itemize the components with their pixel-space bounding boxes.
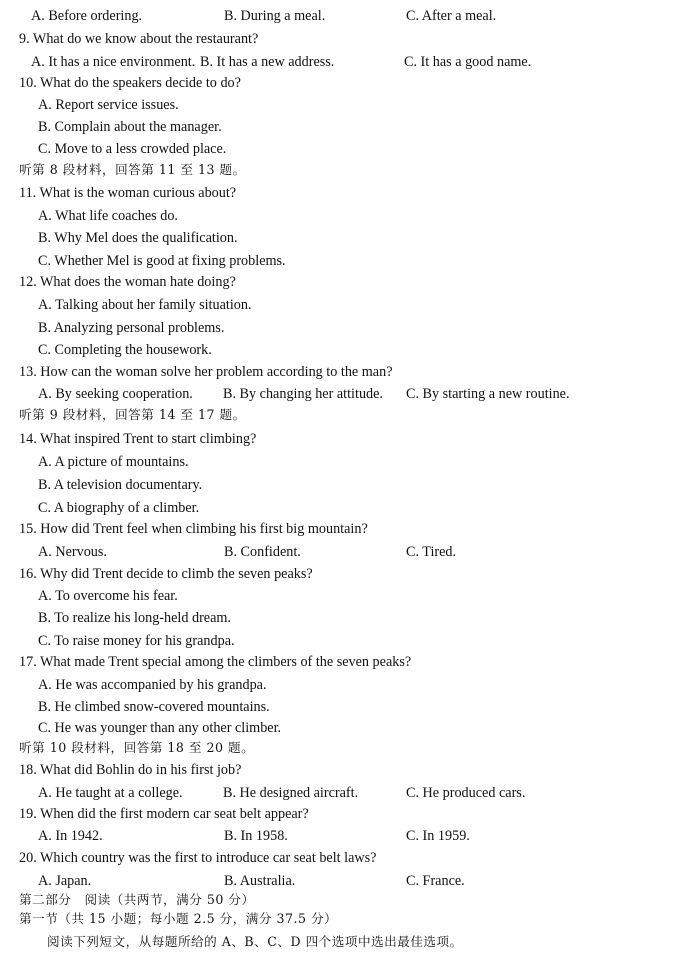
options-row [0, 783, 678, 803]
option-a: A. Japan. [38, 873, 92, 889]
option: B. Complain about the manager. [38, 119, 222, 135]
option-c: C. France. [406, 873, 465, 889]
option: A. What life coaches do. [38, 208, 178, 224]
section-instruction: 听第 10 段材料，回答第 18 至 20 题。 [19, 740, 255, 755]
question: 17. What made Trent special among the climbers of the seven peaks? [19, 654, 412, 670]
option-b: B. Confident. [224, 544, 301, 560]
option: A. He was accompanied by his grandpa. [38, 677, 267, 693]
option-c: C. In 1959. [406, 828, 470, 844]
question: 11. What is the woman curious about? [19, 185, 237, 201]
reading-instruction: 阅读下列短文，从每题所给的 A、B、C、D 四个选项中选出最佳选项。 [47, 934, 463, 949]
option-a: A. Nervous. [38, 544, 107, 560]
option-c: C. He produced cars. [406, 785, 526, 801]
section-instruction: 第一节（共 15 小题；每小题 2.5 分，满分 37.5 分） [19, 911, 338, 926]
option-b: B. He designed aircraft. [223, 785, 359, 801]
section-instruction: 第二部分 阅读（共两节，满分 50 分） [19, 892, 255, 907]
question: 9. What do we know about the restaurant? [19, 31, 259, 47]
option: C. To raise money for his grandpa. [38, 633, 235, 649]
section-instruction: 听第 8 段材料，回答第 11 至 13 题。 [19, 162, 246, 177]
option: A. Talking about her family situation. [38, 297, 252, 313]
option-a: A. Before ordering. [31, 8, 143, 24]
options-row [0, 871, 678, 891]
question: 10. What do the speakers decide to do? [19, 75, 241, 91]
option-b: B. It has a new address. [200, 54, 335, 70]
option-c: C. After a meal. [406, 8, 497, 24]
question: 13. How can the woman solve her problem according to the man? [19, 364, 393, 380]
option-a: A. In 1942. [38, 828, 103, 844]
option-c: C. It has a good name. [404, 54, 532, 70]
section-instruction: 听第 9 段材料，回答第 14 至 17 题。 [19, 407, 246, 422]
option-b: B. Australia. [224, 873, 296, 889]
option: C. Completing the housework. [38, 342, 212, 358]
option-b: B. By changing her attitude. [223, 386, 383, 402]
option-c: C. By starting a new routine. [406, 386, 570, 402]
question: 18. What did Bohlin do in his first job? [19, 762, 242, 778]
option: B. He climbed snow-covered mountains. [38, 699, 270, 715]
option-a: A. He taught at a college. [38, 785, 183, 801]
options-row [0, 542, 678, 562]
question: 14. What inspired Trent to start climbing? [19, 431, 257, 447]
option: C. A biography of a climber. [38, 500, 200, 516]
question: 19. When did the first modern car seat belt appear? [19, 806, 309, 822]
option: A. A picture of mountains. [38, 454, 189, 470]
option: B. A television documentary. [38, 477, 203, 493]
option-c: C. Tired. [406, 544, 457, 560]
options-row [0, 826, 678, 846]
question: 16. Why did Trent decide to climb the seven peaks? [19, 566, 313, 582]
options-row [0, 6, 678, 26]
question: 20. Which country was the first to introduce car seat belt laws? [19, 850, 377, 866]
options-row [0, 52, 678, 72]
option: B. Why Mel does the qualification. [38, 230, 238, 246]
question: 12. What does the woman hate doing? [19, 274, 236, 290]
option-b: B. During a meal. [224, 8, 326, 24]
options-row [0, 384, 678, 404]
option: C. He was younger than any other climber. [38, 720, 282, 736]
option-a: A. It has a nice environment. [31, 54, 196, 70]
option: C. Whether Mel is good at fixing problems. [38, 253, 286, 269]
option-a: A. By seeking cooperation. [38, 386, 193, 402]
option: A. Report service issues. [38, 97, 179, 113]
option-b: B. In 1958. [224, 828, 288, 844]
option: B. Analyzing personal problems. [38, 320, 225, 336]
question: 15. How did Trent feel when climbing his first big mountain? [19, 521, 368, 537]
option: B. To realize his long-held dream. [38, 610, 231, 626]
option: C. Move to a less crowded place. [38, 141, 227, 157]
option: A. To overcome his fear. [38, 588, 178, 604]
